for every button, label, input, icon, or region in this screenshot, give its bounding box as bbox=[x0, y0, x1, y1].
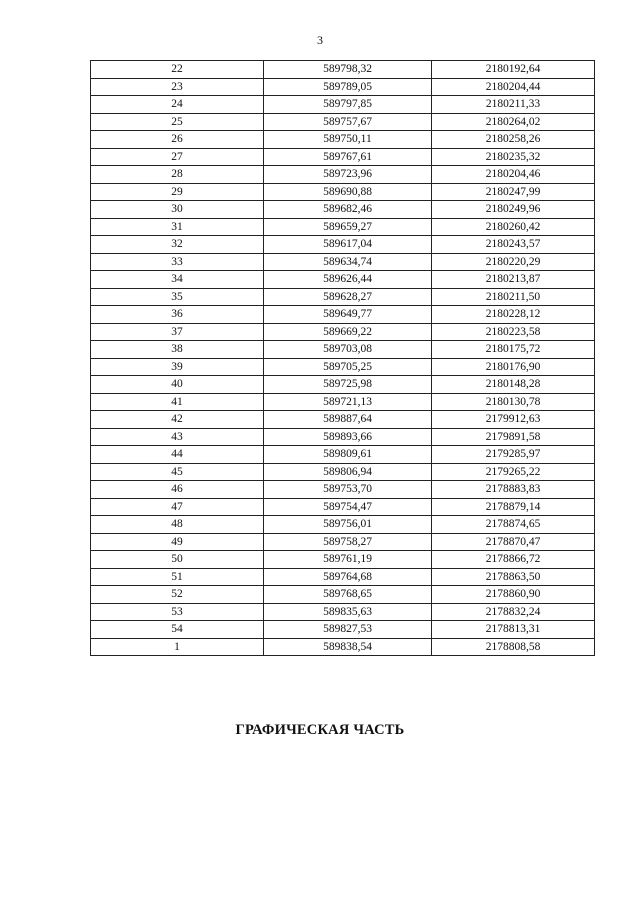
point-number-cell: 46 bbox=[91, 481, 264, 499]
table-row bbox=[91, 463, 595, 481]
y-coordinate-cell: 2180213,87 bbox=[432, 271, 595, 289]
x-coordinate-cell: 589757,67 bbox=[264, 113, 432, 131]
point-number-cell: 35 bbox=[91, 288, 264, 306]
point-number-cell: 51 bbox=[91, 568, 264, 586]
table-row bbox=[91, 411, 595, 429]
x-coordinate-cell: 589682,46 bbox=[264, 201, 432, 219]
x-coordinate-cell: 589659,27 bbox=[264, 218, 432, 236]
x-coordinate-cell: 589617,04 bbox=[264, 236, 432, 254]
y-coordinate-cell: 2180243,57 bbox=[432, 236, 595, 254]
table-row bbox=[91, 568, 595, 586]
x-coordinate-cell: 589690,88 bbox=[264, 183, 432, 201]
x-coordinate-cell: 589827,53 bbox=[264, 621, 432, 639]
x-coordinate-cell: 589798,32 bbox=[264, 61, 432, 79]
table-row bbox=[91, 306, 595, 324]
point-number-cell: 39 bbox=[91, 358, 264, 376]
y-coordinate-cell: 2178883,83 bbox=[432, 481, 595, 499]
y-coordinate-cell: 2180192,64 bbox=[432, 61, 595, 79]
table-row bbox=[91, 61, 595, 79]
y-coordinate-cell: 2180228,12 bbox=[432, 306, 595, 324]
x-coordinate-cell: 589649,77 bbox=[264, 306, 432, 324]
point-number-cell: 41 bbox=[91, 393, 264, 411]
y-coordinate-cell: 2179912,63 bbox=[432, 411, 595, 429]
table-row bbox=[91, 253, 595, 271]
x-coordinate-cell: 589809,61 bbox=[264, 446, 432, 464]
y-coordinate-cell: 2178879,14 bbox=[432, 498, 595, 516]
y-coordinate-cell: 2180148,28 bbox=[432, 376, 595, 394]
y-coordinate-cell: 2179265,22 bbox=[432, 463, 595, 481]
point-number-cell: 43 bbox=[91, 428, 264, 446]
x-coordinate-cell: 589723,96 bbox=[264, 166, 432, 184]
x-coordinate-cell: 589838,54 bbox=[264, 638, 432, 656]
y-coordinate-cell: 2178863,50 bbox=[432, 568, 595, 586]
x-coordinate-cell: 589669,22 bbox=[264, 323, 432, 341]
x-coordinate-cell: 589754,47 bbox=[264, 498, 432, 516]
table-row bbox=[91, 323, 595, 341]
page-number: 3 bbox=[317, 33, 323, 47]
table-row bbox=[91, 621, 595, 639]
table-row bbox=[91, 358, 595, 376]
point-number-cell: 45 bbox=[91, 463, 264, 481]
y-coordinate-cell: 2180176,90 bbox=[432, 358, 595, 376]
point-number-cell: 27 bbox=[91, 148, 264, 166]
table-row bbox=[91, 166, 595, 184]
x-coordinate-cell: 589725,98 bbox=[264, 376, 432, 394]
y-coordinate-cell: 2180204,46 bbox=[432, 166, 595, 184]
y-coordinate-cell: 2180264,02 bbox=[432, 113, 595, 131]
x-coordinate-cell: 589721,13 bbox=[264, 393, 432, 411]
x-coordinate-cell: 589768,65 bbox=[264, 586, 432, 604]
point-number-cell: 34 bbox=[91, 271, 264, 289]
y-coordinate-cell: 2180235,32 bbox=[432, 148, 595, 166]
table-row bbox=[91, 586, 595, 604]
y-coordinate-cell: 2180223,58 bbox=[432, 323, 595, 341]
y-coordinate-cell: 2178870,47 bbox=[432, 533, 595, 551]
y-coordinate-cell: 2180130,78 bbox=[432, 393, 595, 411]
x-coordinate-cell: 589705,25 bbox=[264, 358, 432, 376]
coordinates-table-body bbox=[91, 61, 595, 656]
table-row bbox=[91, 236, 595, 254]
y-coordinate-cell: 2180211,33 bbox=[432, 96, 595, 114]
point-number-cell: 42 bbox=[91, 411, 264, 429]
point-number-cell: 49 bbox=[91, 533, 264, 551]
x-coordinate-cell: 589753,70 bbox=[264, 481, 432, 499]
x-coordinate-cell: 589767,61 bbox=[264, 148, 432, 166]
y-coordinate-cell: 2180249,96 bbox=[432, 201, 595, 219]
table-row bbox=[91, 271, 595, 289]
x-coordinate-cell: 589835,63 bbox=[264, 603, 432, 621]
point-number-cell: 47 bbox=[91, 498, 264, 516]
y-coordinate-cell: 2178832,24 bbox=[432, 603, 595, 621]
point-number-cell: 52 bbox=[91, 586, 264, 604]
table-row bbox=[91, 131, 595, 149]
table-row bbox=[91, 638, 595, 656]
y-coordinate-cell: 2180204,44 bbox=[432, 78, 595, 96]
x-coordinate-cell: 589634,74 bbox=[264, 253, 432, 271]
y-coordinate-cell: 2180211,50 bbox=[432, 288, 595, 306]
y-coordinate-cell: 2180247,99 bbox=[432, 183, 595, 201]
table-row bbox=[91, 201, 595, 219]
coordinates-table bbox=[90, 60, 595, 656]
point-number-cell: 44 bbox=[91, 446, 264, 464]
point-number-cell: 31 bbox=[91, 218, 264, 236]
y-coordinate-cell: 2179285,97 bbox=[432, 446, 595, 464]
table-row bbox=[91, 183, 595, 201]
point-number-cell: 1 bbox=[91, 638, 264, 656]
table-row bbox=[91, 446, 595, 464]
y-coordinate-cell: 2180260,42 bbox=[432, 218, 595, 236]
point-number-cell: 24 bbox=[91, 96, 264, 114]
point-number-cell: 28 bbox=[91, 166, 264, 184]
point-number-cell: 53 bbox=[91, 603, 264, 621]
table-row bbox=[91, 113, 595, 131]
point-number-cell: 37 bbox=[91, 323, 264, 341]
point-number-cell: 38 bbox=[91, 341, 264, 359]
x-coordinate-cell: 589893,66 bbox=[264, 428, 432, 446]
x-coordinate-cell: 589626,44 bbox=[264, 271, 432, 289]
point-number-cell: 32 bbox=[91, 236, 264, 254]
table-row bbox=[91, 428, 595, 446]
point-number-cell: 26 bbox=[91, 131, 264, 149]
y-coordinate-cell: 2178866,72 bbox=[432, 551, 595, 569]
y-coordinate-cell: 2179891,58 bbox=[432, 428, 595, 446]
point-number-cell: 48 bbox=[91, 516, 264, 534]
table-row bbox=[91, 218, 595, 236]
section-heading: ГРАФИЧЕСКАЯ ЧАСТЬ bbox=[235, 722, 405, 738]
y-coordinate-cell: 2180220,29 bbox=[432, 253, 595, 271]
table-row bbox=[91, 148, 595, 166]
x-coordinate-cell: 589756,01 bbox=[264, 516, 432, 534]
table-row bbox=[91, 376, 595, 394]
y-coordinate-cell: 2178813,31 bbox=[432, 621, 595, 639]
x-coordinate-cell: 589789,05 bbox=[264, 78, 432, 96]
x-coordinate-cell: 589797,85 bbox=[264, 96, 432, 114]
point-number-cell: 25 bbox=[91, 113, 264, 131]
x-coordinate-cell: 589703,08 bbox=[264, 341, 432, 359]
table-row bbox=[91, 551, 595, 569]
y-coordinate-cell: 2178808,58 bbox=[432, 638, 595, 656]
point-number-cell: 40 bbox=[91, 376, 264, 394]
point-number-cell: 33 bbox=[91, 253, 264, 271]
x-coordinate-cell: 589806,94 bbox=[264, 463, 432, 481]
x-coordinate-cell: 589750,11 bbox=[264, 131, 432, 149]
table-row bbox=[91, 603, 595, 621]
point-number-cell: 29 bbox=[91, 183, 264, 201]
x-coordinate-cell: 589761,19 bbox=[264, 551, 432, 569]
table-row bbox=[91, 516, 595, 534]
y-coordinate-cell: 2178860,90 bbox=[432, 586, 595, 604]
table-row bbox=[91, 481, 595, 499]
y-coordinate-cell: 2180258,26 bbox=[432, 131, 595, 149]
point-number-cell: 30 bbox=[91, 201, 264, 219]
point-number-cell: 36 bbox=[91, 306, 264, 324]
table-row bbox=[91, 533, 595, 551]
point-number-cell: 50 bbox=[91, 551, 264, 569]
x-coordinate-cell: 589628,27 bbox=[264, 288, 432, 306]
table-row bbox=[91, 96, 595, 114]
table-row bbox=[91, 78, 595, 96]
x-coordinate-cell: 589887,64 bbox=[264, 411, 432, 429]
table-row bbox=[91, 341, 595, 359]
point-number-cell: 22 bbox=[91, 61, 264, 79]
y-coordinate-cell: 2178874,65 bbox=[432, 516, 595, 534]
point-number-cell: 23 bbox=[91, 78, 264, 96]
y-coordinate-cell: 2180175,72 bbox=[432, 341, 595, 359]
table-row bbox=[91, 288, 595, 306]
table-row bbox=[91, 498, 595, 516]
point-number-cell: 54 bbox=[91, 621, 264, 639]
x-coordinate-cell: 589758,27 bbox=[264, 533, 432, 551]
x-coordinate-cell: 589764,68 bbox=[264, 568, 432, 586]
table-row bbox=[91, 393, 595, 411]
